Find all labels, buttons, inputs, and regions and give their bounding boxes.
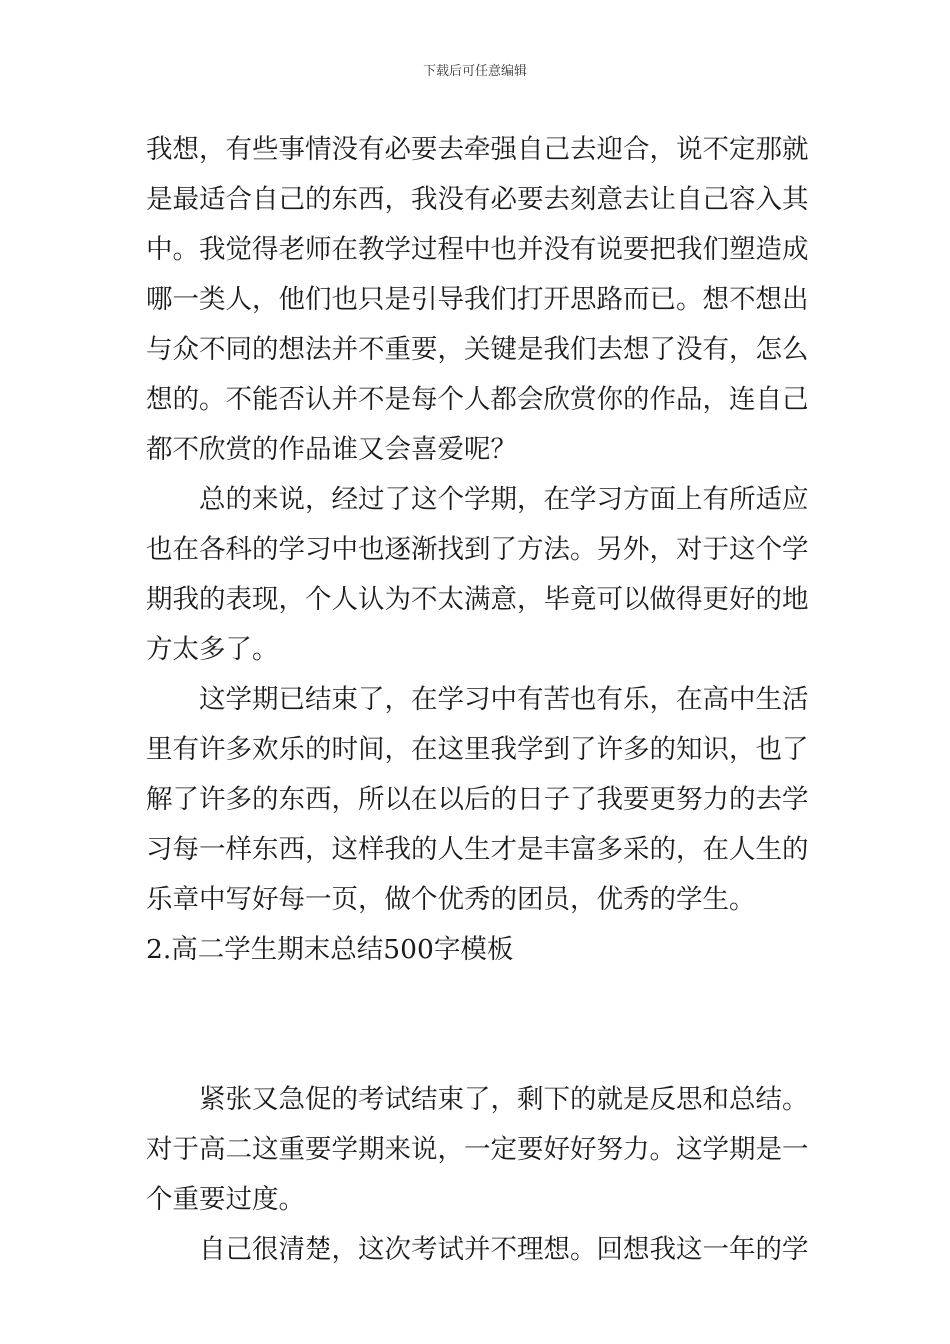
paragraph bbox=[146, 1225, 810, 1275]
text-line: 乐章中写好每一页，做个优秀的团员，优秀的学生。 bbox=[146, 884, 756, 915]
text-line: 自己很清楚，这次考试并不理想。回想我这一年的学 bbox=[199, 1234, 809, 1265]
text-line: 期我的表现，个人认为不太满意，毕竟可以做得更好的地 bbox=[146, 584, 809, 615]
text-line: 是最适合自己的东西，我没有必要去刻意去让自己容入其 bbox=[146, 184, 809, 215]
paragraph bbox=[146, 675, 810, 925]
text-line: 对于高二这重要学期来说，一定要好好努力。这学期是一 bbox=[146, 1134, 809, 1165]
section-heading: 2.高二学生期末总结500字模板 bbox=[146, 934, 514, 965]
text-line: 方太多了。 bbox=[146, 634, 279, 665]
document-body bbox=[146, 125, 810, 1275]
text-line: 与众不同的想法并不重要，关键是我们去想了没有，怎么 bbox=[146, 334, 809, 365]
text-line: 总的来说，经过了这个学期，在学习方面上有所适应 bbox=[199, 484, 809, 515]
paragraph bbox=[146, 125, 810, 475]
text-line: 都不欣赏的作品谁又会喜爱呢？ bbox=[146, 434, 517, 465]
text-line: 哪一类人，他们也只是引导我们打开思路而已。想不想出 bbox=[146, 284, 809, 315]
text-line: 习每一样东西，这样我的人生才是丰富多采的，在人生的 bbox=[146, 834, 809, 865]
text-line: 也在各科的学习中也逐渐找到了方法。另外，对于这个学 bbox=[146, 534, 809, 565]
text-line: 解了许多的东西，所以在以后的日子了我要更努力的去学 bbox=[146, 784, 809, 815]
text-line: 中。我觉得老师在教学过程中也并没有说要把我们塑造成 bbox=[146, 234, 809, 265]
blank-space bbox=[146, 975, 810, 1075]
paragraph bbox=[146, 1075, 810, 1225]
text-line: 这学期已结束了，在学习中有苦也有乐，在高中生活 bbox=[199, 684, 809, 715]
text-line: 个重要过度。 bbox=[146, 1184, 305, 1215]
text-line: 我想，有些事情没有必要去牵强自己去迎合，说不定那就 bbox=[146, 134, 809, 165]
page-header: 下载后可任意编辑 bbox=[422, 64, 527, 79]
paragraph bbox=[146, 475, 810, 675]
text-line: 里有许多欢乐的时间，在这里我学到了许多的知识，也了 bbox=[146, 734, 809, 765]
text-line: 紧张又急促的考试结束了，剩下的就是反思和总结。 bbox=[199, 1084, 809, 1115]
text-line: 想的。不能否认并不是每个人都会欣赏你的作品，连自己 bbox=[146, 384, 809, 415]
